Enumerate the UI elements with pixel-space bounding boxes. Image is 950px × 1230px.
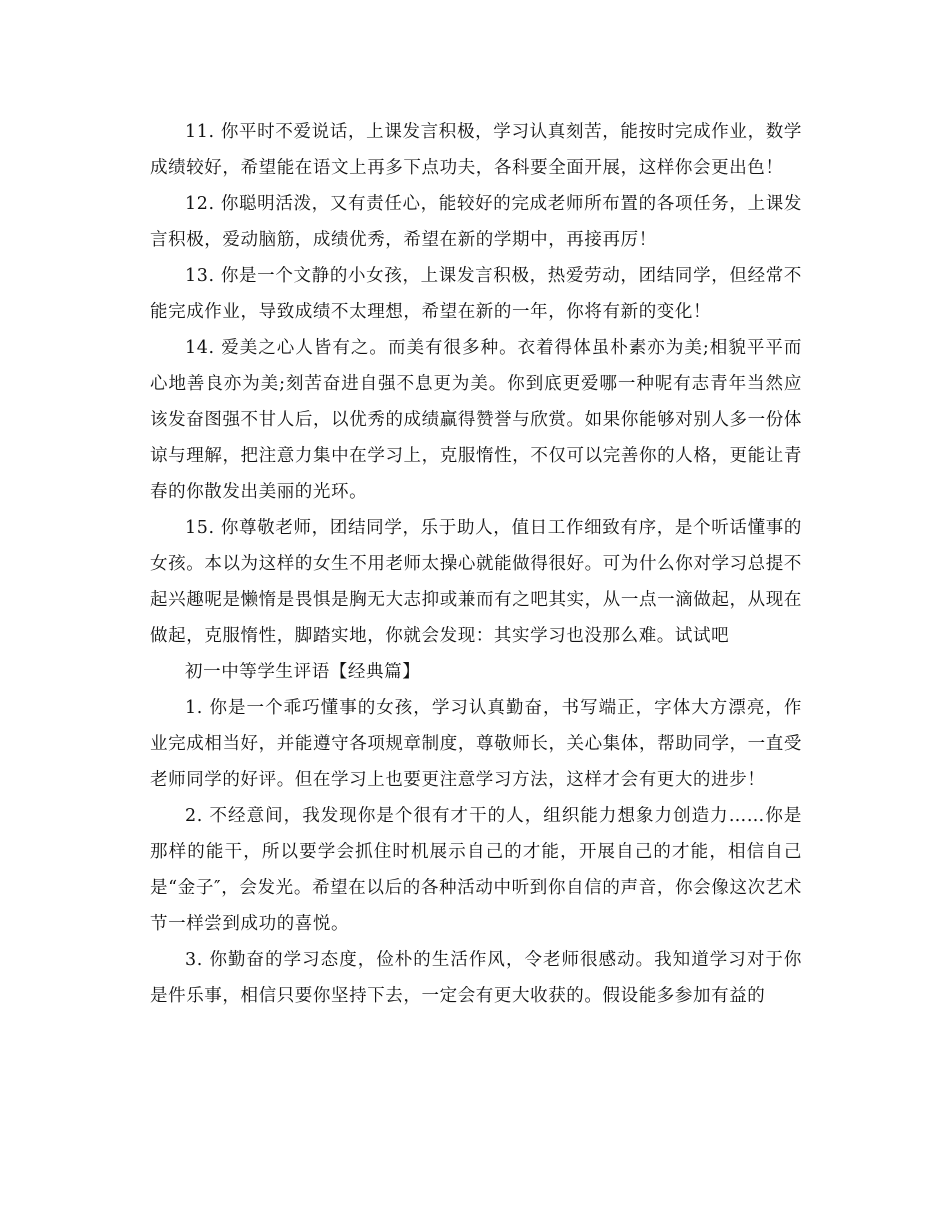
comment-paragraph-13: 13. 你是一个文静的小女孩，上课发言积极，热爱劳动，团结同学，但经常不能完成作业，导致成绩不太理想，希望在新的一年，你将有新的变化！ xyxy=(150,266,802,322)
comment-paragraph-11: 11. 你平时不爱说话，上课发言积极，学习认真刻苦，能按时完成作业，数学成绩较好，希望能在语文上再多下点功夫，各科要全面开展，这样你会更出色！ xyxy=(150,122,802,178)
comment-paragraph-15: 15. 你尊敬老师，团结同学，乐于助人，值日工作细致有序，是个听话懂事的女孩。本以为这样的女生不用老师太操心就能做得很好。可为什么你对学习总提不起兴趣呢是懒惰是畏惧是胸无大志抑或兼而有之吧其实，从一点一滴做起，从现在做起，克服惰性，脚踏实地，你就会发现：其实学习也没那么难。试试吧 xyxy=(150,518,802,646)
section-paragraph-1: 1. 你是一个乖巧懂事的女孩，学习认真勤奋，书写端正，字体大方漂亮，作业完成相当好，并能遵守各项规章制度，尊敬师长，关心集体，帮助同学，一直受老师同学的好评。但在学习上也要更注意学习方法，这样才会有更大的进步！ xyxy=(150,698,802,790)
comment-paragraph-14: 14. 爱美之心人皆有之。而美有很多种。衣着得体虽朴素亦为美;相貌平平而心地善良亦为美;刻苦奋进自强不息更为美。你到底更爱哪一种呢有志青年当然应该发奋图强不甘人后，以优秀的成绩赢得赞誉与欣赏。如果你能够对别人多一份体谅与理解，把注意力集中在学习上，克服惰性，不仅可以完善你的人格，更能让青春的你散发出美丽的光环。 xyxy=(150,338,802,502)
document-body xyxy=(150,114,802,1014)
section-heading: 初一中等学生评语【经典篇】 xyxy=(185,662,421,682)
section-paragraph-2: 2. 不经意间，我发现你是个很有才干的人，组织能力想象力创造力……你是那样的能干，所以要学会抓住时机展示自己的才能，开展自己的才能，相信自己是“金子″，会发光。希望在以后的各种活动中听到你自信的声音，你会像这次艺术节一样尝到成功的喜悦。 xyxy=(150,806,802,934)
comment-paragraph-12: 12. 你聪明活泼，又有责任心，能较好的完成老师所布置的各项任务，上课发言积极，爱动脑筋，成绩优秀，希望在新的学期中，再接再厉！ xyxy=(150,194,802,250)
section-paragraph-3: 3. 你勤奋的学习态度，俭朴的生活作风，令老师很感动。我知道学习对于你是件乐事，相信只要你坚持下去，一定会有更大收获的。假设能多参加有益的 xyxy=(150,950,802,1006)
